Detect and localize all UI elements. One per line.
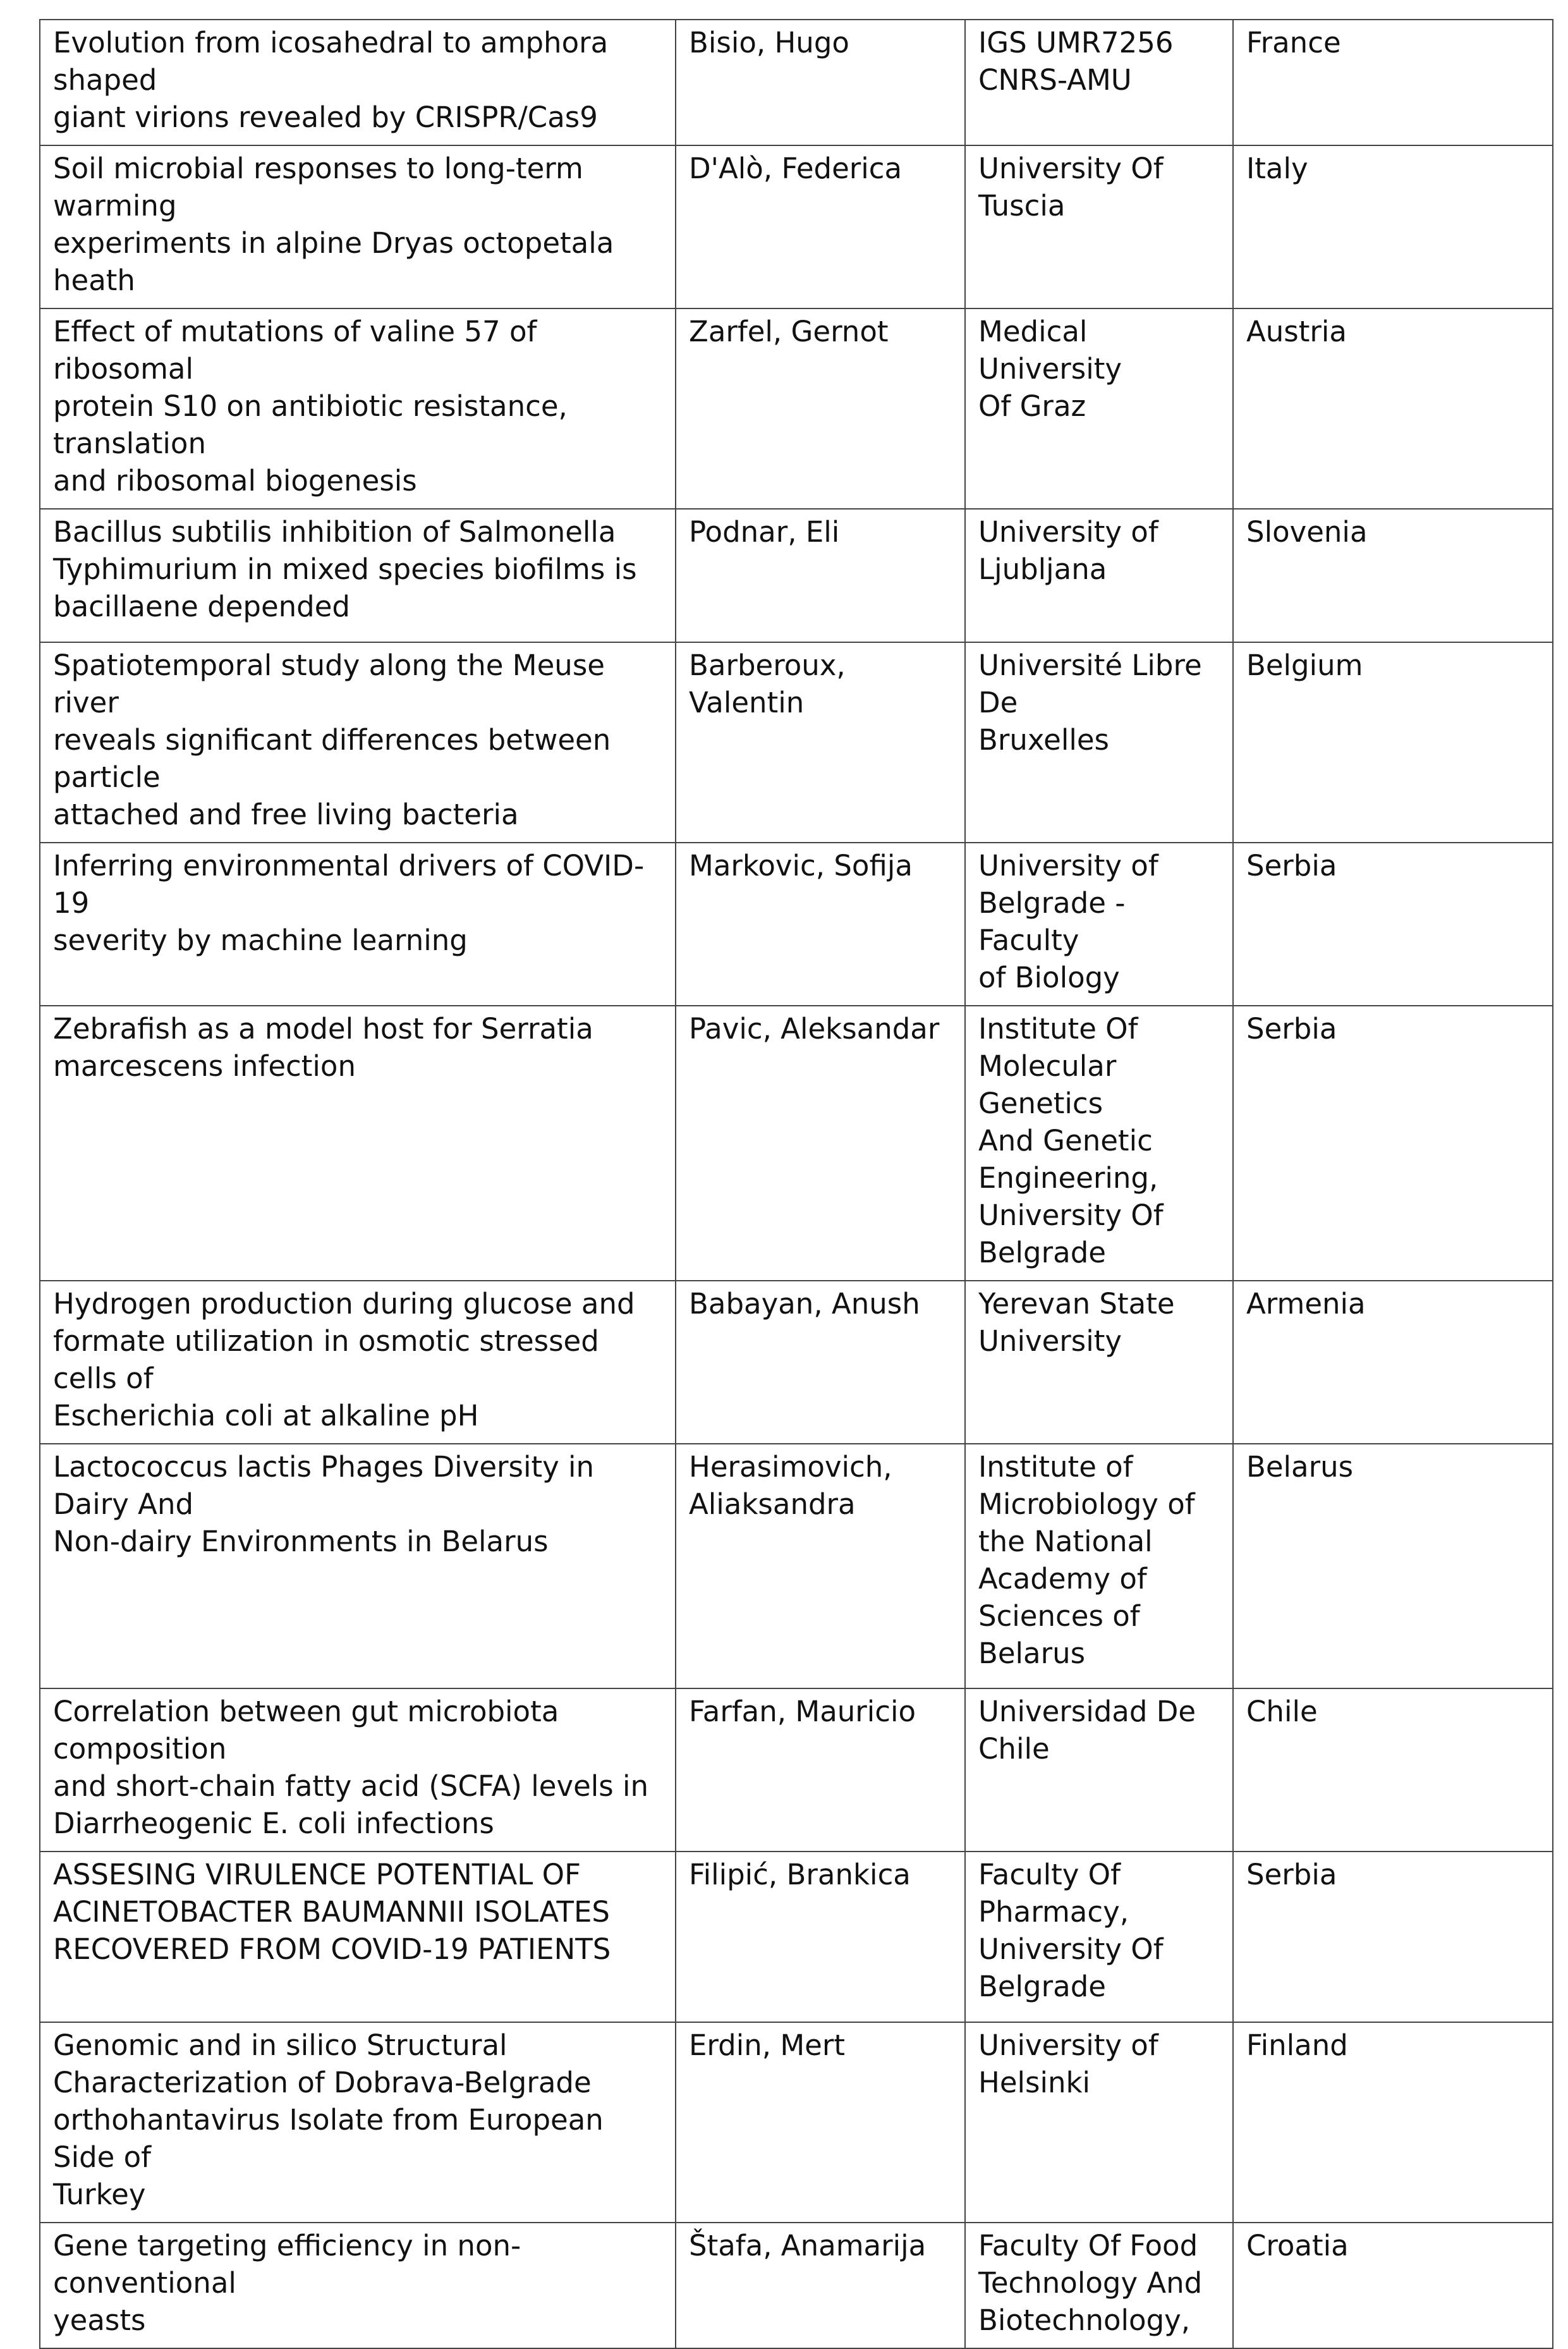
country-cell-line: France (1246, 26, 1341, 59)
title-cell-line: Spatiotemporal study along the Meuse river (53, 649, 605, 719)
country-cell (1233, 2223, 1553, 2348)
title-cell-line: reveals significant differences between particle (53, 723, 611, 794)
title-cell-line: yeasts (53, 2303, 146, 2337)
institution-cell-line: University Of (978, 1199, 1164, 1232)
institution-cell (965, 1688, 1233, 1852)
country-cell (1233, 1688, 1553, 1852)
institution-cell-line: University of (978, 515, 1158, 549)
title-cell-line: Inferring environmental drivers of COVID-19 (53, 849, 645, 920)
author-cell-line: Barberoux, Valentin (689, 649, 846, 719)
country-cell-line: Slovenia (1246, 515, 1368, 549)
country-cell-line: Serbia (1246, 1012, 1337, 1046)
institution-cell-line: University (978, 1324, 1122, 1358)
title-cell (40, 2022, 676, 2223)
title-cell (40, 20, 676, 145)
country-cell (1233, 2022, 1553, 2223)
title-cell-line: marcescens infection (53, 1049, 356, 1083)
institution-cell-line: Institute of (978, 1450, 1133, 1484)
institution-cell-line: Belgrade (978, 1236, 1106, 1269)
country-cell-line: Austria (1246, 315, 1347, 348)
title-cell-line: Escherichia coli at alkaline pH (53, 1399, 479, 1432)
table-row (40, 308, 1553, 509)
title-cell-line: Genomic and in silico Structural (53, 2029, 507, 2062)
title-cell-line: Hydrogen production during glucose and (53, 1287, 635, 1321)
country-cell-line: Italy (1246, 152, 1308, 185)
table-row (40, 1281, 1553, 1444)
institution-cell-line: University Of (978, 152, 1164, 185)
author-cell (676, 2223, 965, 2348)
institution-cell (965, 20, 1233, 145)
author-cell (676, 509, 965, 642)
country-cell (1233, 145, 1553, 308)
title-cell-line: Characterization of Dobrava-Belgrade (53, 2066, 592, 2099)
title-cell-line: protein S10 on antibiotic resistance, translation (53, 389, 568, 460)
institution-cell-line: of Biology (978, 961, 1120, 994)
institution-cell (965, 145, 1233, 308)
institution-cell-line: Faculty Of (978, 1858, 1121, 1891)
title-cell-line: Typhimurium in mixed species biofilms is (53, 552, 637, 586)
institution-cell-line: Molecular Genetics (978, 1049, 1117, 1120)
title-cell (40, 1852, 676, 2022)
institution-cell-line: University Of (978, 1932, 1164, 1966)
title-cell-line: bacillaene depended (53, 590, 350, 623)
author-cell-line: Babayan, Anush (689, 1287, 920, 1321)
author-cell-line: Pavic, Aleksandar (689, 1012, 940, 1046)
title-cell (40, 1444, 676, 1688)
table-row (40, 20, 1553, 145)
institution-cell (965, 843, 1233, 1006)
institution-cell-line: the National (978, 1525, 1153, 1558)
title-cell (40, 1281, 676, 1444)
author-cell-line: Bisio, Hugo (689, 26, 849, 59)
title-cell (40, 1688, 676, 1852)
author-cell (676, 1688, 965, 1852)
institution-cell-line: Yerevan State (978, 1287, 1175, 1321)
title-cell (40, 1006, 676, 1281)
institution-cell-line: Helsinki (978, 2066, 1091, 2099)
institution-cell-line: Chile (978, 1732, 1050, 1766)
title-cell-line: and short-chain fatty acid (SCFA) levels in (53, 1769, 649, 1803)
author-cell-line: Zarfel, Gernot (689, 315, 889, 348)
author-cell (676, 145, 965, 308)
title-cell-line: Effect of mutations of valine 57 of ribosomal (53, 315, 537, 386)
table-row (40, 642, 1553, 843)
author-cell-line: Podnar, Eli (689, 515, 840, 549)
title-cell-line: Zebrafish as a model host for Serratia (53, 1012, 593, 1046)
title-cell-line: RECOVERED FROM COVID-19 PATIENTS (53, 1932, 611, 1966)
institution-cell (965, 308, 1233, 509)
country-cell (1233, 1444, 1553, 1688)
title-cell (40, 145, 676, 308)
institution-cell-line: Institute Of (978, 1012, 1138, 1046)
institution-cell-line: University of (978, 849, 1158, 882)
country-cell-line: Armenia (1246, 1287, 1366, 1321)
author-cell-line: Filipić, Brankica (689, 1858, 911, 1891)
institution-cell-line: Medical University (978, 315, 1122, 386)
table-body (40, 20, 1553, 2348)
title-cell-line: Non-dairy Environments in Belarus (53, 1525, 549, 1558)
country-cell (1233, 1006, 1553, 1281)
table-row (40, 1852, 1553, 2022)
table-row (40, 1006, 1553, 1281)
author-cell (676, 308, 965, 509)
title-cell (40, 2223, 676, 2348)
country-cell (1233, 843, 1553, 1006)
institution-cell-line: Biotechnology, (978, 2303, 1191, 2337)
author-cell (676, 1006, 965, 1281)
title-cell (40, 843, 676, 1006)
institution-cell (965, 642, 1233, 843)
table-row (40, 509, 1553, 642)
author-cell (676, 642, 965, 843)
author-cell-line: Štafa, Anamarija (689, 2229, 927, 2262)
institution-cell-line: IGS UMR7256 (978, 26, 1174, 59)
author-cell-line: Farfan, Mauricio (689, 1695, 916, 1728)
country-cell-line: Belarus (1246, 1450, 1354, 1484)
institution-cell (965, 1006, 1233, 1281)
institution-cell-line: Sciences of (978, 1599, 1140, 1633)
institution-cell-line: Université Libre De (978, 649, 1202, 719)
institution-cell-line: Microbiology of (978, 1487, 1195, 1521)
author-cell (676, 843, 965, 1006)
country-cell-line: Finland (1246, 2029, 1348, 2062)
institution-cell-line: University of (978, 2029, 1158, 2062)
title-cell-line: orthohantavirus Isolate from European Side of (53, 2103, 604, 2174)
country-cell-line: Chile (1246, 1695, 1318, 1728)
title-cell-line: ACINETOBACTER BAUMANNII ISOLATES (53, 1895, 610, 1929)
title-cell-line: Soil microbial responses to long-term warming (53, 152, 583, 223)
institution-cell-line: Belarus (978, 1637, 1086, 1670)
title-cell-line: attached and free living bacteria (53, 798, 519, 831)
title-cell-line: ASSESING VIRULENCE POTENTIAL OF (53, 1858, 581, 1891)
institution-cell (965, 1281, 1233, 1444)
institution-cell-line: CNRS-AMU (978, 63, 1132, 97)
author-cell (676, 1444, 965, 1688)
title-cell-line: Gene targeting efficiency in non-conventional (53, 2229, 521, 2300)
title-cell-line: Evolution from icosahedral to amphora shaped (53, 26, 609, 97)
table-row (40, 145, 1553, 308)
institution-cell-line: Belgrade (978, 1970, 1106, 2003)
institution-cell-line: And Genetic (978, 1124, 1153, 1157)
title-cell-line: Diarrheogenic E. coli infections (53, 1807, 494, 1840)
author-cell-line: Markovic, Sofija (689, 849, 913, 882)
title-cell-line: Turkey (53, 2178, 146, 2211)
institution-cell (965, 1852, 1233, 2022)
title-cell-line: Bacillus subtilis inhibition of Salmonella (53, 515, 616, 549)
country-cell (1233, 509, 1553, 642)
country-cell-line: Serbia (1246, 1858, 1337, 1891)
title-cell-line: experiments in alpine Dryas octopetala heath (53, 226, 614, 297)
institution-cell (965, 509, 1233, 642)
title-cell (40, 509, 676, 642)
author-cell (676, 20, 965, 145)
institution-cell-line: Engineering, (978, 1161, 1158, 1195)
table-row (40, 2223, 1553, 2348)
author-cell-line: Herasimovich, (689, 1450, 892, 1484)
institution-cell-line: Tuscia (978, 189, 1066, 223)
table-row (40, 1444, 1553, 1688)
author-cell-line: D'Alò, Federica (689, 152, 903, 185)
country-cell (1233, 308, 1553, 509)
author-cell-line: Aliaksandra (689, 1487, 856, 1521)
institution-cell-line: Belgrade - Faculty (978, 886, 1126, 957)
table-row (40, 1688, 1553, 1852)
institution-cell-line: Of Graz (978, 389, 1086, 423)
country-cell (1233, 20, 1553, 145)
institution-cell-line: Faculty Of Food (978, 2229, 1198, 2262)
title-cell-line: Lactococcus lactis Phages Diversity in Dairy And (53, 1450, 595, 1521)
country-cell (1233, 1281, 1553, 1444)
title-cell-line: giant virions revealed by CRISPR/Cas9 (53, 101, 598, 134)
title-cell-line: Correlation between gut microbiota composition (53, 1695, 559, 1766)
title-cell (40, 308, 676, 509)
title-cell-line: formate utilization in osmotic stressed cells of (53, 1324, 599, 1395)
table-row (40, 2022, 1553, 2223)
country-cell-line: Serbia (1246, 849, 1337, 882)
institution-cell (965, 1444, 1233, 1688)
abstracts-table (39, 19, 1553, 2349)
institution-cell-line: Academy of (978, 1562, 1147, 1595)
country-cell-line: Croatia (1246, 2229, 1349, 2262)
institution-cell-line: Universidad De (978, 1695, 1196, 1728)
institution-cell-line: Technology And (978, 2266, 1203, 2300)
institution-cell (965, 2223, 1233, 2348)
country-cell (1233, 642, 1553, 843)
institution-cell-line: Ljubljana (978, 552, 1107, 586)
title-cell-line: and ribosomal biogenesis (53, 464, 417, 497)
author-cell (676, 1852, 965, 2022)
title-cell-line: severity by machine learning (53, 924, 468, 957)
table-row (40, 843, 1553, 1006)
author-cell-line: Erdin, Mert (689, 2029, 845, 2062)
author-cell (676, 2022, 965, 2223)
country-cell (1233, 1852, 1553, 2022)
institution-cell (965, 2022, 1233, 2223)
author-cell (676, 1281, 965, 1444)
institution-cell-line: Bruxelles (978, 723, 1109, 757)
title-cell (40, 642, 676, 843)
institution-cell-line: Pharmacy, (978, 1895, 1129, 1929)
country-cell-line: Belgium (1246, 649, 1363, 682)
